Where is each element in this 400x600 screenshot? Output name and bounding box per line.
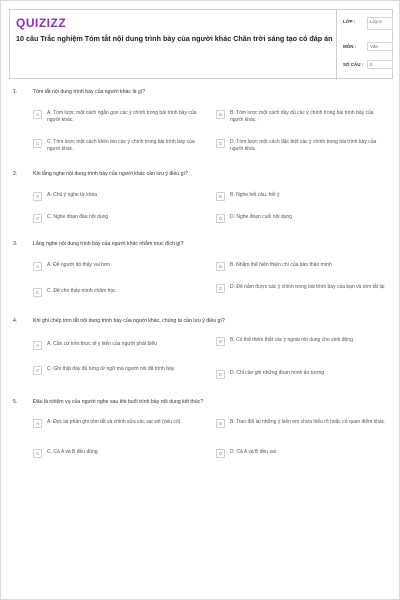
quizizz-logo: QUIZIZZ — [16, 16, 67, 30]
option-letter-box[interactable]: B — [216, 337, 225, 346]
option-text: C. Cả A và B đều đúng — [47, 449, 98, 455]
option-text: C. Tóm lược một cách khéo léo các ý chính trong bài trình bày của người khác. — [47, 139, 195, 152]
meta-grade-label: LỚP : — [343, 19, 356, 24]
option-letter-box[interactable]: A — [33, 192, 42, 201]
option-letter-box[interactable]: C — [33, 366, 42, 375]
option-text: D. Nghe đoạn cuối nội dung — [230, 214, 292, 220]
option-letter-box[interactable]: B — [216, 262, 225, 271]
option-text: C. Để cho thầy mình chăm học — [47, 288, 116, 294]
option-text: B. Có thể thêm thắt các ý ngoài nội dung cho sinh động — [230, 337, 353, 343]
option-letter-box[interactable]: C — [33, 139, 42, 148]
option-letter-box[interactable]: D — [216, 214, 225, 223]
option-text: A. Để người đó thấy vui hơn — [47, 262, 110, 268]
option-text: A. Cần cứ trên thực tế ý kiến của người phát biểu — [47, 341, 158, 347]
question-number: 5. — [13, 399, 18, 405]
option-letter-box[interactable]: C — [33, 214, 42, 223]
option-letter-box[interactable]: C — [33, 288, 42, 297]
meta-panel — [336, 10, 394, 80]
option-text: A. Tóm lược một cách ngắn gọn các ý chính trong bài trình bày của người khác. — [47, 110, 197, 123]
option-letter-box[interactable]: B — [216, 419, 225, 428]
option-letter-box[interactable]: D — [216, 449, 225, 458]
meta-subject-label: MÔN : — [343, 44, 357, 49]
option-text: C. Ghi thật đầy đủ từng từ ngữ mà người nói đã trình bày — [47, 366, 175, 372]
question-number: 1. — [13, 89, 18, 95]
option-text: A. Đọc lại phần ghi tóm tắt và chỉnh sửa các sai sót (nếu có). — [47, 419, 182, 425]
page-title: 10 câu Trắc nghiệm Tóm tắt nội dung trình bày của người khác Chân trời sáng tạo có đáp án — [16, 34, 333, 43]
option-letter-box[interactable]: A — [33, 419, 42, 428]
meta-count-label: SỐ CÂU : — [343, 62, 364, 67]
option-text: A. Chú ý nghe từ khóa — [47, 192, 98, 198]
option-text: B. Nhằm thể hiện thiện chí của bản thân mình — [230, 262, 332, 268]
question-text: Khi lắng nghe nội dung trình bày của người khác cần lưu ý điều gì? — [33, 171, 188, 177]
question-text: Tóm tắt nội dung trình bày của người khác là gì? — [33, 89, 146, 95]
option-letter-box[interactable]: D — [216, 370, 225, 379]
option-letter-box[interactable]: A — [33, 110, 42, 119]
option-letter-box[interactable]: B — [216, 110, 225, 119]
question-text: Khi ghi chép tóm tắt nội dung trình bày của người khác, chúng ta cần lưu ý điều gì? — [33, 318, 225, 324]
option-text: B. Nghe hết câu, hết ý — [230, 192, 280, 198]
option-text: D. Để nắm được các ý chính trong bài trình bày của bạn và tóm tắt lại — [230, 284, 385, 290]
option-letter-box[interactable]: D — [216, 284, 225, 293]
question-text: Đâu là nhiệm vụ của người nghe sau khi buổi trình bày nội dung kết thúc? — [33, 399, 204, 405]
option-text: D. Tóm lược một cách đặc biệt các ý chính trong bài trình bày của người khác. — [230, 139, 377, 152]
option-letter-box[interactable]: D — [216, 139, 225, 148]
question-number: 2. — [13, 171, 18, 177]
question-number: 3. — [13, 241, 18, 247]
option-letter-box[interactable]: A — [33, 262, 42, 271]
option-letter-box[interactable]: B — [216, 192, 225, 201]
meta-count-value: 5 — [367, 60, 393, 69]
option-text: D. Cả A và B đều sai — [230, 449, 276, 455]
option-text: B. Trao đổi lại những ý kiến em chưa hiểu rõ hoặc có quan điểm khác. — [230, 419, 386, 425]
option-text: C. Nghe đoạn đầu nội dung — [47, 214, 109, 220]
question-number: 4. — [13, 318, 18, 324]
question-text: Lắng nghe nội dung trình bày của người khác nhằm mục đích gì? — [33, 241, 184, 247]
meta-grade-value: Lớp 6 — [367, 17, 393, 30]
worksheet-header — [9, 9, 393, 79]
option-text: B. Tóm lược một cách đầy đủ các ý chính trong bài trình bày của người khác. — [230, 110, 374, 123]
option-letter-box[interactable]: A — [33, 341, 42, 350]
option-text: D. Chỉ cần ghi những đoạn mình ấn tượng — [230, 370, 325, 376]
meta-subject-value: Văn — [367, 42, 393, 51]
option-letter-box[interactable]: C — [33, 449, 42, 458]
